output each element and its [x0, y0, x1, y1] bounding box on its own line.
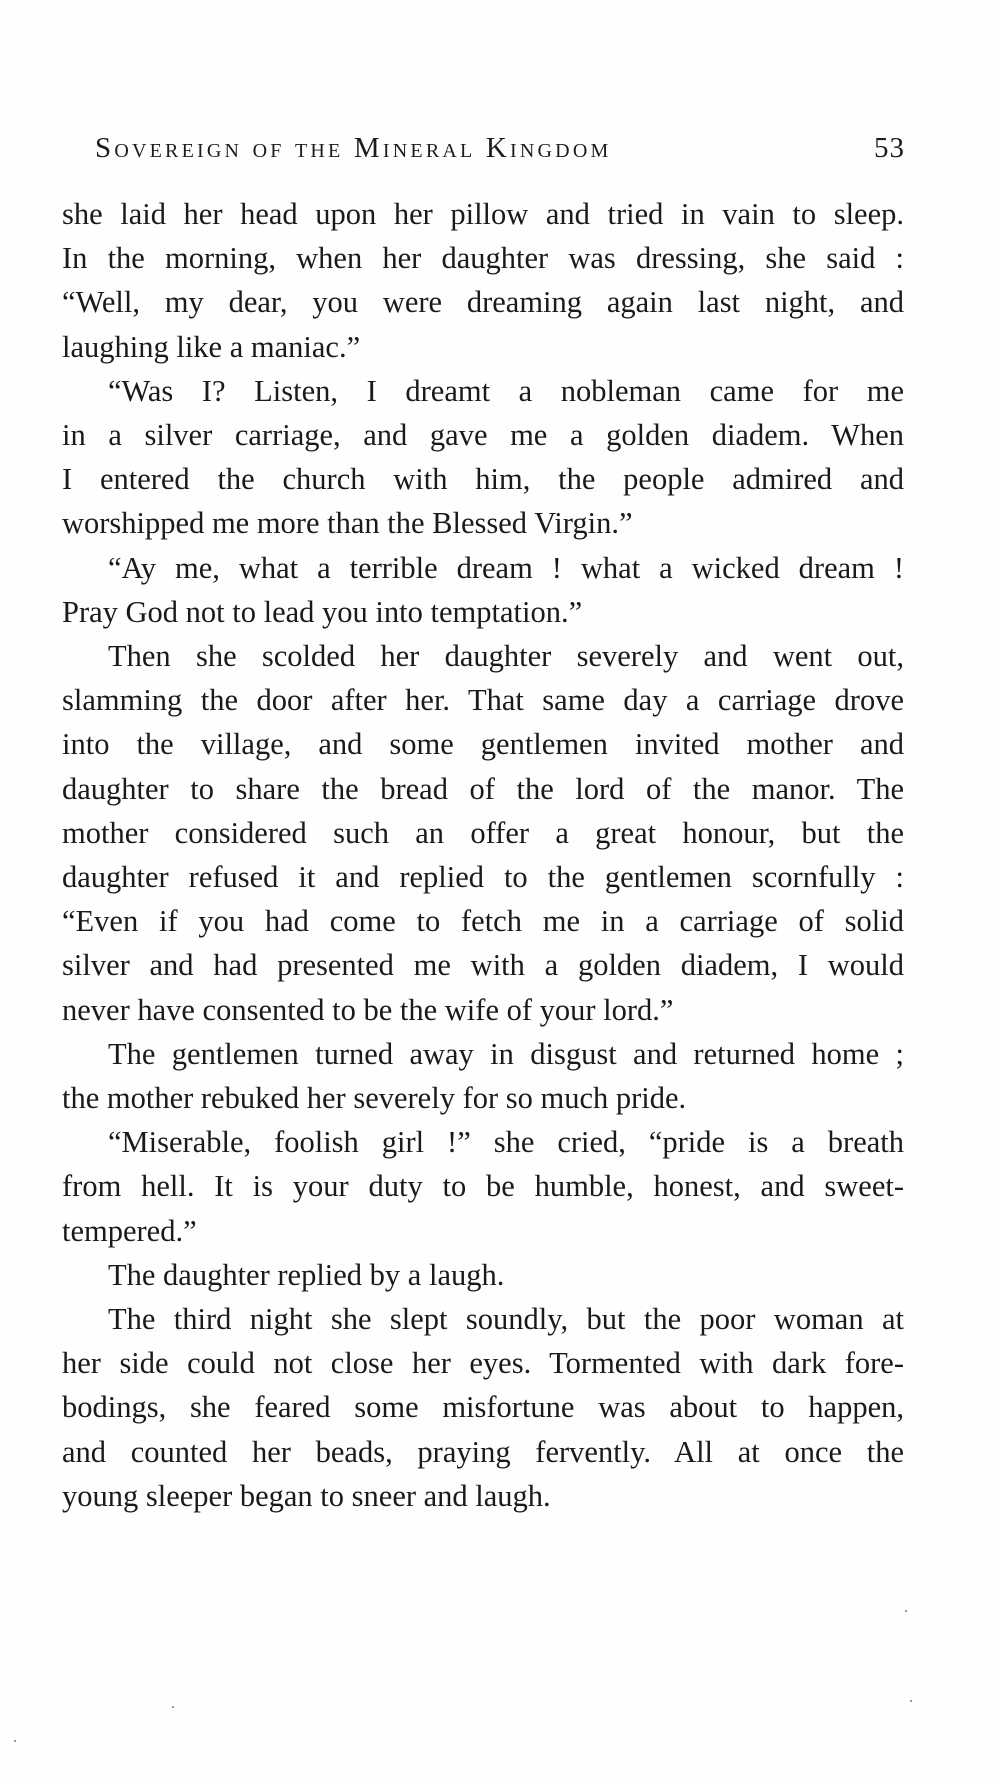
text-line: “Was I? Listen, I dreamt a nobleman came for me [108, 373, 904, 408]
text-line: I entered the church with him, the people admired and [62, 462, 904, 497]
paragraph-7 [62, 1253, 904, 1297]
text-line: In the morning, when her daughter was dressing, she said : [62, 241, 904, 276]
text-line: the mother rebuked her severely for so much pride. [62, 1081, 687, 1116]
text-line: The third night she slept soundly, but the poor woman at [108, 1302, 904, 1337]
paragraph-6 [62, 1120, 904, 1253]
text-line: from hell. It is your duty to be humble, honest, and sweet- [62, 1169, 904, 1204]
text-line: worshipped me more than the Blessed Virgin.” [62, 506, 633, 541]
scan-speck [172, 1706, 174, 1708]
text-line: mother considered such an offer a great honour, but the [62, 815, 904, 850]
text-line: tempered.” [62, 1213, 197, 1248]
page-number: 53 [874, 132, 905, 164]
text-line: silver and had presented me with a golden diadem, I would [62, 948, 904, 983]
text-line: laughing like a maniac.” [62, 329, 361, 364]
text-line: Then she scolded her daughter severely and went out, [108, 639, 904, 674]
paragraph-1 [62, 192, 904, 369]
text-line: her side could not close her eyes. Tormented with dark fore- [62, 1346, 904, 1381]
text-line: she laid her head upon her pillow and tried in vain to sleep. [62, 197, 904, 231]
text-line: “Well, my dear, you were dreaming again last night, and [62, 285, 904, 320]
running-head [95, 132, 905, 176]
scan-speck [14, 1740, 16, 1742]
text-line: daughter refused it and replied to the gentlemen scornfully : [62, 860, 904, 895]
text-line: “Ay me, what a terrible dream ! what a wicked dream ! [108, 550, 904, 585]
text-line: into the village, and some gentlemen invited mother and [62, 727, 904, 762]
paragraph-2 [62, 369, 904, 546]
paragraph-8 [62, 1297, 904, 1518]
text-line: never have consented to be the wife of your lord.” [62, 992, 674, 1027]
text-line: “Even if you had come to fetch me in a carriage of solid [62, 904, 904, 939]
paragraph-3 [62, 546, 904, 634]
running-title: Sovereign of the Mineral Kingdom [95, 132, 612, 164]
text-line: The daughter replied by a laugh. [108, 1257, 505, 1292]
paragraph-5 [62, 1032, 904, 1120]
paragraph-4 [62, 634, 904, 1032]
scan-speck [910, 1700, 912, 1702]
text-line: in a silver carriage, and gave me a golden diadem. When [62, 418, 904, 453]
text-line: Pray God not to lead you into temptation.” [62, 594, 583, 629]
text-line: young sleeper began to sneer and laugh. [62, 1478, 551, 1513]
body-text [62, 192, 904, 1518]
text-line: The gentlemen turned away in disgust and returned home ; [108, 1036, 904, 1071]
text-line: slamming the door after her. That same day a carriage drove [62, 683, 904, 718]
text-line: and counted her beads, praying fervently. All at once the [62, 1434, 904, 1469]
text-line: bodings, she feared some misfortune was about to happen, [62, 1390, 904, 1425]
text-line: daughter to share the bread of the lord of the manor. The [62, 771, 904, 806]
scan-speck [905, 1610, 907, 1612]
text-line: “Miserable, foolish girl !” she cried, “pride is a breath [108, 1125, 904, 1160]
